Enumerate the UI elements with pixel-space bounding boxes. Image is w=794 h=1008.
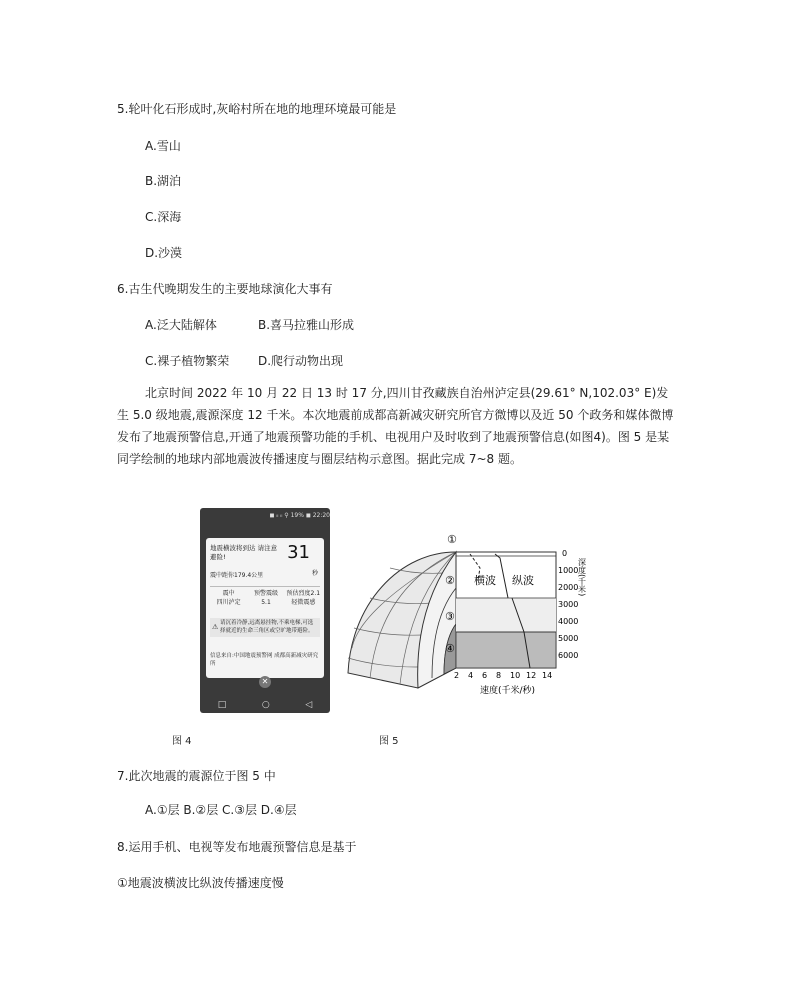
table-header-row <box>210 589 322 598</box>
layer-marker-2: ② <box>445 574 455 587</box>
figure-5-caption: 图 5 <box>379 736 399 747</box>
q6-option-b: B.喜马拉雅山形成 <box>258 318 355 332</box>
speed-tick: 10 <box>510 671 521 680</box>
speed-tick: 2 <box>454 671 460 680</box>
epicenter-distance: 震中距你179.4公里 <box>210 572 264 579</box>
speed-tick: 6 <box>482 671 488 680</box>
divider <box>210 586 320 587</box>
phone-status-bar: ◼ ᵢₗ ᵢₗ ⚲ 19% ◼ 22:20 <box>269 512 330 519</box>
q5-option-b: B.湖泊 <box>145 174 182 188</box>
question-7-stem: 7.此次地震的震源位于图 5 中 <box>117 769 276 783</box>
depth-tick: 0 <box>562 549 568 558</box>
table-cell: 轻微震感 <box>291 599 316 606</box>
depth-tick: 2000 <box>558 583 579 592</box>
info-source: 信息来自:中国地震预警网 成都高新减灾研究所 <box>210 653 319 667</box>
depth-axis-label: 深度(千米) <box>577 558 587 597</box>
speed-tick: 14 <box>542 671 553 680</box>
speed-tick: 8 <box>496 671 502 680</box>
alert-card <box>206 538 324 678</box>
speed-tick: 4 <box>468 671 474 680</box>
question-5-stem: 5.轮叶化石形成时,灰峪村所在地的地理环境最可能是 <box>117 102 397 116</box>
depth-tick: 3000 <box>558 600 579 609</box>
layer-marker-4: ④ <box>445 642 455 655</box>
q5-option-c: C.深海 <box>145 210 182 224</box>
depth-tick: 6000 <box>558 651 579 660</box>
home-icon[interactable]: ○ <box>261 700 270 710</box>
alert-title: 地震横波将到达 请注意避险! <box>210 544 278 561</box>
layer-marker-3: ③ <box>445 610 455 623</box>
recent-apps-icon[interactable]: □ <box>217 700 227 710</box>
table-header-cell: 预估烈度2.1 <box>286 590 321 597</box>
seconds-unit: 秒 <box>311 570 318 577</box>
figure-4-phone <box>200 508 330 713</box>
depth-tick: 4000 <box>558 617 579 626</box>
warning-icon: ⚠ <box>212 623 219 631</box>
wave-speed-chart <box>456 552 556 668</box>
table-cell: 5.1 <box>261 599 271 606</box>
p-wave-label: 纵波 <box>512 574 534 587</box>
table-header-cell: 震中 <box>222 590 235 597</box>
layer-marker-1: ① <box>447 533 457 546</box>
q6-option-d: D.爬行动物出现 <box>258 354 344 368</box>
phone-nav-bar <box>200 700 330 710</box>
q5-option-d: D.沙漠 <box>145 246 183 260</box>
alert-table <box>210 589 322 607</box>
passage: 北京时间 2022 年 10 月 22 日 13 时 17 分,四川甘孜藏族自治州泸定县(29.61° N,102.03° E)发生 5.0 级地震,震源深度 12 千米。本次地震前成都高新减灾研究所官方微博以及近 50 个政务和媒体微博发布了地震预警信息,开通了地震预警功能的手机、电视用户及时收到了地震预警信息(如图4)。图 5 是某同学绘制的地球内部地震波传播速度与圈层结构示意图。据此完成 7~8 题。 <box>117 386 674 466</box>
countdown-number: 31 <box>287 542 310 563</box>
depth-tick: 1000 <box>558 566 579 575</box>
speed-tick: 12 <box>526 671 537 680</box>
figure-5-diagram <box>340 528 590 698</box>
safety-warning <box>210 618 320 637</box>
question-6-stem: 6.古生代晚期发生的主要地球演化大事有 <box>117 282 333 296</box>
back-icon[interactable]: ◁ <box>305 700 313 710</box>
q5-option-a: A.雪山 <box>145 139 181 153</box>
warning-text: 请沉着冷静,远离悬挂物,不乘电梯,可选择就近的生命三角区或空旷地带避险。 <box>220 620 314 634</box>
close-icon[interactable]: ✕ <box>259 676 271 688</box>
depth-tick: 5000 <box>558 634 579 643</box>
figure-4-caption: 图 4 <box>172 736 192 747</box>
globe-drawing <box>348 552 456 688</box>
question-8-stem: 8.运用手机、电视等发布地震预警信息是基于 <box>117 840 357 854</box>
table-row <box>210 598 322 607</box>
q6-option-c: C.裸子植物繁荣 <box>145 354 230 368</box>
q8-item-1: ①地震波横波比纵波传播速度慢 <box>117 876 284 890</box>
q6-option-a: A.泛大陆解体 <box>145 318 217 332</box>
speed-axis-label: 速度(千米/秒) <box>480 686 536 696</box>
q7-options: A.①层 B.②层 C.③层 D.④层 <box>145 803 297 817</box>
s-wave-label: 横波 <box>474 574 496 587</box>
table-cell: 四川泸定 <box>216 599 241 606</box>
table-header-cell: 预警震级 <box>253 590 278 597</box>
